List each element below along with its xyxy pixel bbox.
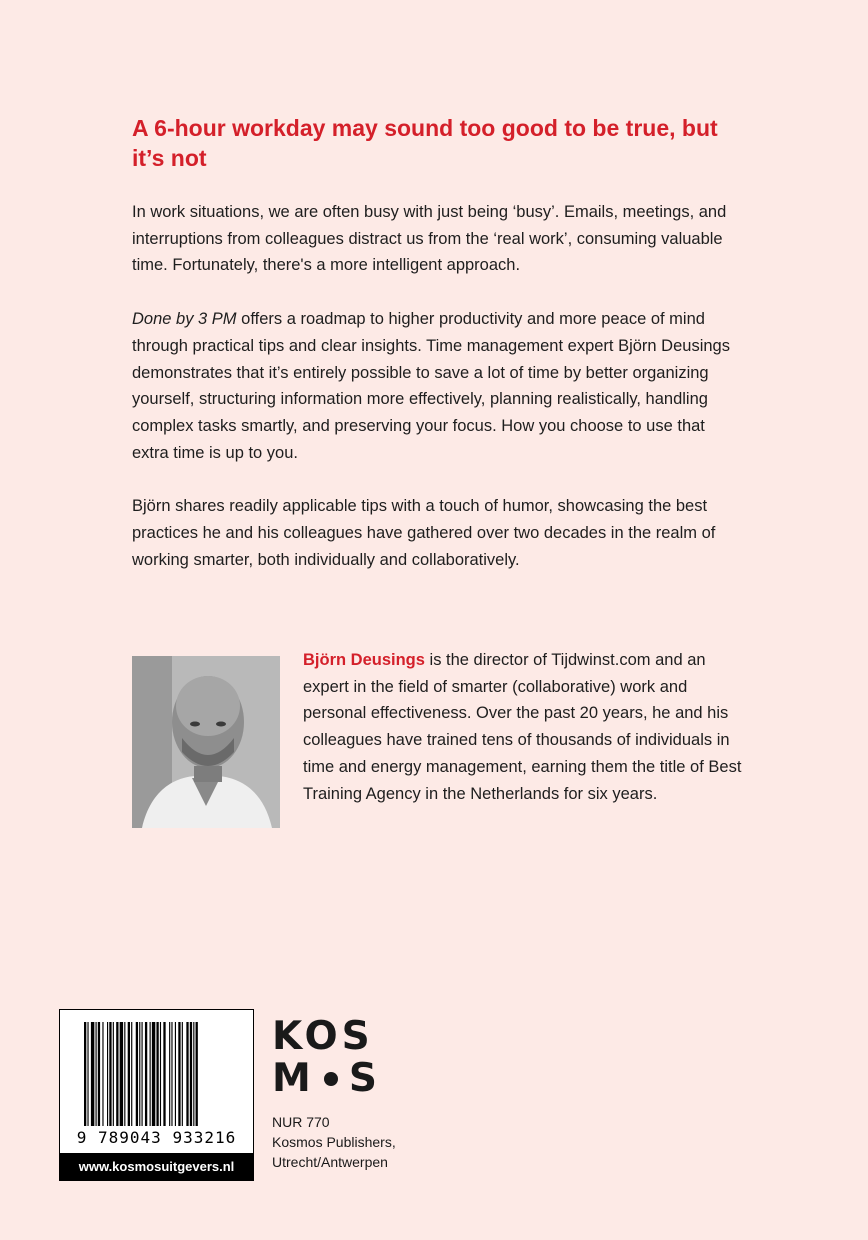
logo-letter-s: S [348,1056,381,1101]
author-name: Björn Deusings [303,651,425,669]
author-bio-text: is the director of Tijdwinst.com and an expert in the field of smarter (collaborative) work and personal effectiveness. Over the past 20 years, he and his colleagues have trained tens of thousands of individuals in time and energy management, earning them the title of Best Training Agency in the Netherlands for six years. [303,651,742,803]
logo-letter-m: M [272,1056,315,1101]
nur-code: NUR 770 [272,1114,330,1130]
logo-dot-icon [324,1072,338,1086]
blurb-paragraph-1: In work situations, we are often busy with just being ‘busy’. Emails, meetings, and interruptions from colleagues distract us from the ‘real work’, consuming valuable time. Fortunately, there's a more intelligent approach. [132,203,727,275]
publisher-name: Kosmos Publishers, [272,1134,396,1150]
blurb [132,199,744,600]
kosmos-logo [272,1016,381,1100]
imprint [272,1112,396,1172]
blurb-paragraph-3: Björn shares readily applicable tips with a touch of humor, showcasing the best practices he and his colleagues have gathered over two decades in the realm of working smarter, both individually and collaboratively. [132,497,716,569]
book-title: Done by 3 PM [132,310,237,329]
blurb-paragraph-2-text: offers a roadmap to higher productivity and more peace of mind through practical tips and clear insights. Time management expert Björn Deusings demonstrates that it’s entirely possible to save a lot of time by better organizing yourself, structuring information more effectively, planning realistically, handling complex tasks smartly, and preserving your focus. How you choose to use that extra time is up to you. [132,310,730,462]
author-bio [303,647,743,807]
barcode-bars-icon [84,1022,229,1126]
logo-bottom-row [272,1058,381,1100]
headline: A 6-hour workday may sound too good to be true, but it’s not [132,115,718,171]
isbn-digits: 9 789043 933216 [76,1128,237,1147]
publisher-url: www.kosmosuitgevers.nl [60,1153,253,1180]
barcode [59,1009,254,1181]
logo-top-row: KOS [272,1014,374,1059]
blurb-paragraph-2 [132,306,744,466]
author-photo [132,656,280,828]
publisher-location: Utrecht/Antwerpen [272,1154,388,1170]
